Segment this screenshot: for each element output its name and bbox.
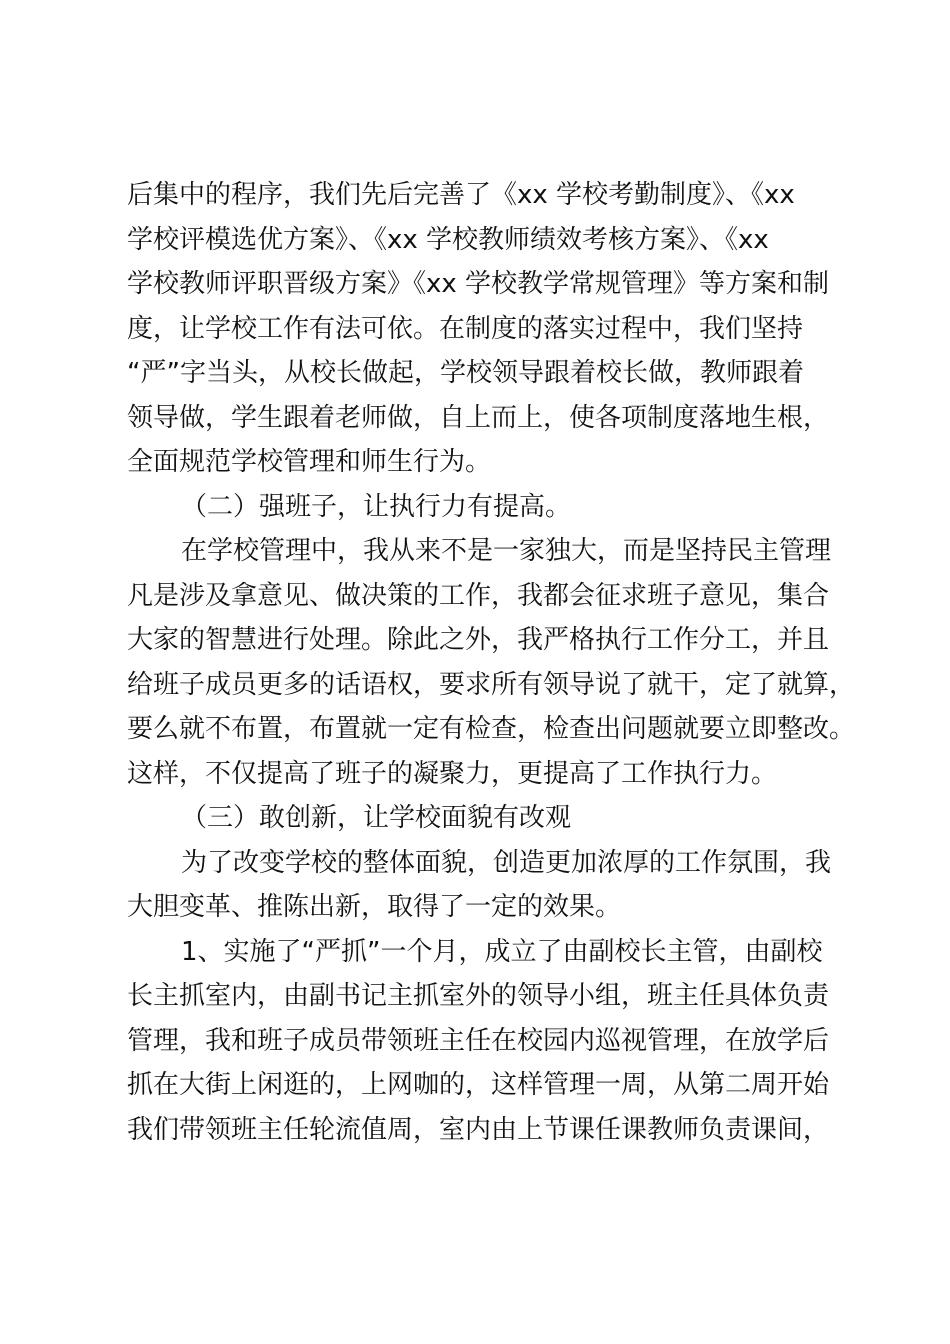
text-line: 大胆变革、推陈出新，取得了一定的效果。	[127, 892, 622, 922]
text-line: 我们带领班主任轮流值周，室内由上节课任课教师负责课间，	[127, 1114, 830, 1145]
text-line: 抓在大街上闲逛的，上网咖的，这样管理一周，从第二周开始	[127, 1070, 830, 1100]
text-line: 要么就不布置，布置就一定有检查，检查出问题就要立即整改。	[127, 714, 856, 744]
text-line: 后集中的程序，我们先后完善了《xx 学校考勤制度》、《xx	[127, 180, 795, 210]
paragraph-first-line: 为了改变学校的整体面貌，创造更加浓厚的工作氛围，我	[181, 847, 832, 878]
section-heading: （三）敢创新，让学校面貌有改观	[181, 803, 572, 833]
text-line: 大家的智慧进行处理。除此之外，我严格执行工作分工，并且	[127, 625, 830, 655]
text-line: 领导做，学生跟着老师做，自上而上，使各项制度落地生根，	[127, 402, 830, 433]
text-line: 全面规范学校管理和师生行为。	[127, 447, 492, 477]
text-line: 给班子成员更多的话语权，要求所有领导说了就干，定了就算，	[127, 669, 856, 700]
text-line: 凡是涉及拿意见、做决策的工作，我都会征求班子意见，集合	[127, 580, 830, 611]
paragraph-first-line: 在学校管理中，我从来不是一家独大，而是坚持民主管理	[181, 536, 832, 566]
section-heading: （二）强班子，让执行力有提高。	[181, 491, 572, 522]
text-line: “严”字当头，从校长做起，学校领导跟着校长做，教师跟着	[127, 358, 804, 388]
text-line: 管理，我和班子成员带领班主任在校园内巡视管理，在放学后	[127, 1025, 830, 1056]
paragraph-first-line: 1、实施了“严抓”一个月，成立了由副校长主管，由副校	[181, 936, 823, 967]
text-line: 度，让学校工作有法可依。在制度的落实过程中，我们坚持	[127, 313, 804, 344]
text-line: 这样，不仅提高了班子的凝聚力，更提高了工作执行力。	[127, 758, 778, 789]
text-line: 学校教师评职晋级方案》《xx 学校教学常规管理》等方案和制	[127, 269, 830, 299]
body-text	[127, 173, 856, 1152]
text-line: 长主抓室内，由副书记主抓室外的领导小组，班主任具体负责	[127, 981, 830, 1011]
text-line: 学校评模选优方案》、《xx 学校教师绩效考核方案》、《xx	[127, 224, 769, 255]
